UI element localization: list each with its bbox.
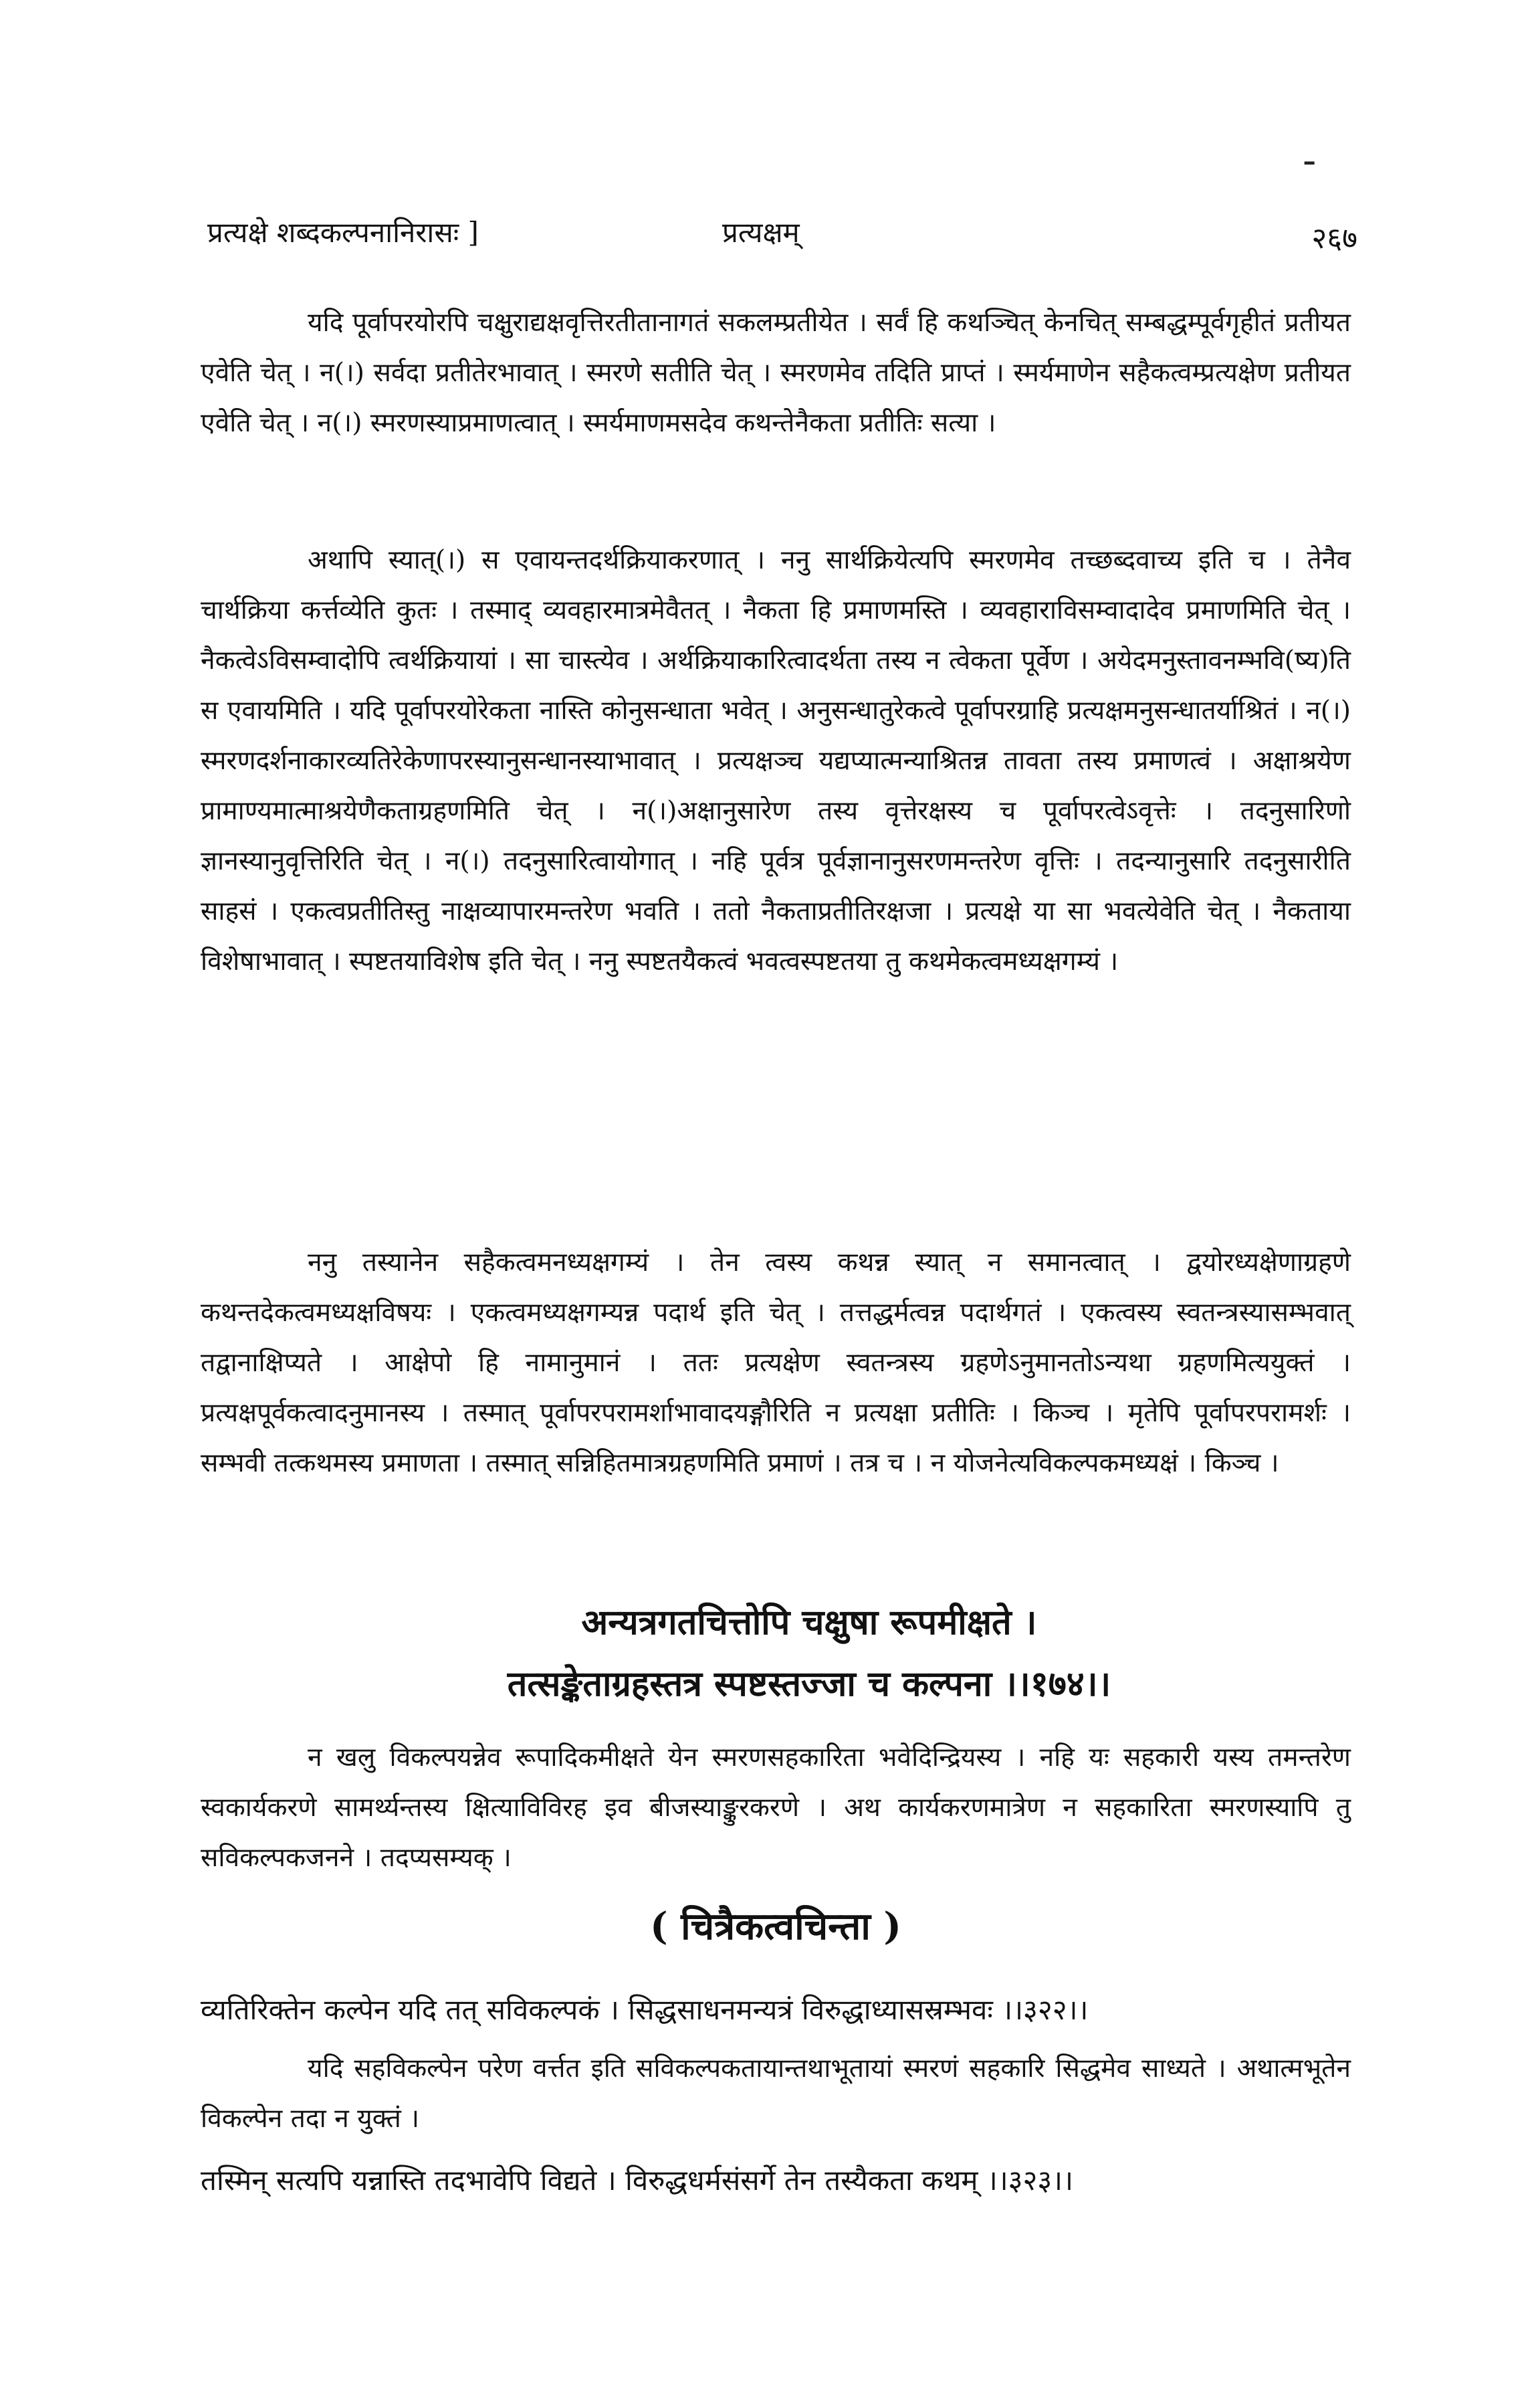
- page-number: २६७: [1311, 221, 1357, 256]
- paragraph-after-322: यदि सहविकल्पेन परेण वर्त्तत इति सविकल्पकतायान्तथाभूतायां स्मरणं सहकारि सिद्धमेव साध्यते । अथात्मभूतेन विकल्पेन तदा न युक्तं ।: [201, 2053, 1351, 2134]
- running-header: [207, 213, 1357, 260]
- section-heading: ( चित्रैकत्वचिन्ता ): [650, 1904, 901, 1948]
- karika-322: व्यतिरिक्तेन कल्पेन यदि तत् सविकल्पकं । सिद्धसाधनमन्यत्रं विरुद्धाध्यासस्रम्भवः ।।३२२।।: [201, 1993, 1089, 2026]
- paragraph-3: ननु तस्यानेन सहैकत्वमनध्यक्षगम्यं । तेन त्वस्य कथन्न स्यात् न समानत्वात् । द्वयोरध्यक्षेणाग्रहणे कथन्तदेकत्वमध्यक्षविषयः । एकत्वमध्यक्षगम्यन्न पदार्थ इति चेत् । तत्तद्धर्मत्वन्न पदार्थगतं । एकत्वस्य स्वतन्त्रस्यासम्भवात् तद्वानाक्षिप्यते । आक्षेपो हि नामानुमानं । ततः प्रत्यक्षेण स्वतन्त्रस्य ग्रहणेऽनुमानतोऽन्यथा ग्रहणमित्ययुक्तं । प्रत्यक्षपूर्वकत्वादनुमानस्य । तस्मात् पूर्वापरपरामर्शाभावादयङ्गौरिति न प्रत्यक्षा प्रतीतिः । किञ्च । मृतेपि पूर्वापरपरामर्शः । सम्भवी तत्कथमस्य प्रमाणता । तस्मात् सन्निहितमात्रग्रहणमिति प्रमाणं । तत्र च । न योजनेत्यविकल्पकमध्यक्षं । किञ्च ।: [201, 1247, 1351, 1478]
- header-chapter-title: प्रत्यक्षम्: [722, 216, 800, 249]
- header-section-title: प्रत्यक्षे शब्दकल्पनानिरासः ]: [207, 216, 479, 249]
- paragraph-1: यदि पूर्वापरयोरपि चक्षुराद्यक्षवृत्तिरतीतानागतं सकलम्प्रतीयेत । सर्वं हि कथञ्चित् केनचित् सम्बद्धम्पूर्वगृहीतं प्रतीयत एवेति चेत् । न(।) सर्वदा प्रतीतेरभावात् । स्मरणे सतीति चेत् । स्मरणमेव तदिति प्राप्तं । स्मर्यमाणेन सहैकत्वम्प्रत्यक्षेण प्रतीयत एवेति चेत् । न(।) स्मरणस्याप्रमाणत्वात् । स्मर्यमाणमसदेव कथन्तेनैकता प्रतीतिः सत्या ।: [201, 308, 1351, 438]
- paragraph-2: अथापि स्यात्(।) स एवायन्तदर्थक्रियाकरणात् । ननु सार्थक्रियेत्यपि स्मरणमेव तच्छब्दवाच्य इति च । तेनैव चार्थक्रिया कर्त्तव्येति कुतः । तस्माद् व्यवहारमात्रमेवैतत् । नैकता हि प्रमाणमस्ति । व्यवहाराविसम्वादादेव प्रमाणमिति चेत् । नैकत्वेऽविसम्वादोपि त्वर्थक्रियायां । सा चास्त्येव । अर्थक्रियाकारित्वादर्थता तस्य न त्वेकता पूर्वेण । अयेदमनुस्तावनम्भवि(ष्य)ति स एवायमिति । यदि पूर्वापरयोरेकता नास्ति कोनुसन्धाता भवेत् । अनुसन्धातुरेकत्वे पूर्वापरग्राहि प्रत्यक्षमनुसन्धातर्याश्रितं । न(।) स्मरणदर्शनाकारव्यतिरेकेणापरस्यानुसन्धानस्याभावात् । प्रत्यक्षञ्च यद्यप्यात्मन्याश्रितन्न तावता तस्य प्रमाणत्वं । अक्षाश्रयेण प्रामाण्यमात्माश्रयेणैकताग्रहणमिति चेत् । न(।)अक्षानुसारेण तस्य वृत्तेरक्षस्य च पूर्वापरत्वेऽवृत्तेः । तदनुसारिणो ज्ञानस्यानुवृत्तिरिति चेत् । न(।) तदनुसारित्वायोगात् । नहि पूर्वत्र पूर्वज्ञानानुसरणमन्तरेण वृत्तिः । तदन्यानुसारि तदनुसारीति साहसं । एकत्वप्रतीतिस्तु नाक्षव्यापारमन्तरेण भवति । ततो नैकताप्रतीतिरक्षजा । प्रत्यक्षे या सा भवत्येवेति चेत् । नैकताया विशेषाभावात् । स्पष्टतयाविशेष इति चेत् । ननु स्पष्टतयैकत्वं भवत्वस्पष्टतया तु कथमेकत्वमध्यक्षगम्यं ।: [201, 545, 1351, 977]
- verse-174: [374, 1592, 1244, 1715]
- stray-dash-mark: -: [1303, 137, 1317, 184]
- paragraph-after-verse: न खलु विकल्पयन्नेव रूपादिकमीक्षते येन स्मरणसहकारिता भवेदिन्द्रियस्य । नहि यः सहकारी यस्य तमन्तरेण स्वकार्यकरणे सामर्थ्यन्तस्य क्षित्याविविरह इव बीजस्याङ्कुरकरणे । अथ कार्यकरणमात्रेण न सहकारिता स्मरणस्यापि तु सविकल्पकजनने । तदप्यसम्यक् ।: [201, 1742, 1351, 1873]
- verse-line-2: तत्सङ्केताग्रहस्तत्र स्पष्टस्तज्जा च कल्पना ।।१७४।।: [507, 1664, 1111, 1704]
- verse-line-1: अन्यत्रगतचित्तोपि चक्षुषा रूपमीक्षते ।: [581, 1602, 1037, 1643]
- karika-323: तस्मिन् सत्यपि यन्नास्ति तदभावेपि विद्यते । विरुद्धधर्मसंसर्गे तेन तस्यैकता कथम् ।।३२३।।: [201, 2164, 1074, 2197]
